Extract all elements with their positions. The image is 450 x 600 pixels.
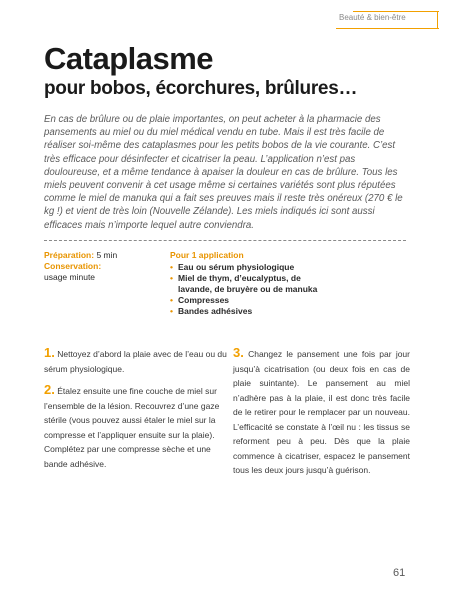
bullet-icon: •	[170, 273, 173, 283]
ingredient-text: Bandes adhésives	[178, 306, 253, 316]
step-text: Changez le pansement une fois par jour jusqu’à cicatrisation (ou deux fois en cas de plaie suintante). Le pansement au miel n’adhère pas à la plaie, il est donc très facile de le retirer pour le remplacer par un nouveau. L’efficacité se constate à l’œil nu : les tissus se reforment peu à peu. Dès que la plaie commence à cicatriser, espacez le pansement tous les deux jours jusqu’à guérison.	[233, 349, 410, 475]
page-number: 61	[393, 567, 406, 579]
bullet-icon: •	[170, 306, 173, 316]
list-item	[170, 273, 320, 295]
preparation-line	[44, 250, 164, 261]
step-number: 1.	[44, 345, 55, 360]
step-number: 2.	[44, 382, 55, 397]
step-text: Nettoyez d’abord la plaie avec de l’eau ou du sérum physiologique.	[44, 349, 227, 374]
ingredient-text: Miel de thym, d’eucalyptus, de lavande, de bruyère ou de manuka	[178, 273, 318, 294]
dashed-divider	[44, 240, 406, 241]
ingredients-list	[170, 262, 320, 317]
page-title: Cataplasme	[44, 41, 214, 76]
steps-column-left	[44, 346, 228, 478]
bullet-icon: •	[170, 295, 173, 305]
step-text: Étalez ensuite une fine couche de miel sur l’ensemble de la lésion. Recouvrez d’une gaze stérile (vous pouvez aussi étaler le miel sur la compresse et l’appliquer ensuite sur la plaie). Complétez par une compresse sèche et une bande adhésive.	[44, 386, 220, 469]
recipe-meta	[44, 250, 164, 283]
preparation-value: 5 min	[96, 250, 118, 260]
steps-column-right	[233, 346, 410, 485]
header-rule-bottom	[336, 28, 439, 29]
header-rule	[353, 11, 439, 12]
preparation-label: Préparation:	[44, 250, 95, 260]
step-1	[44, 346, 228, 376]
header-rule-vertical	[437, 11, 438, 28]
list-item	[170, 262, 320, 273]
ingredient-text: Compresses	[178, 295, 230, 305]
ingredients-block	[170, 250, 320, 317]
step-number: 3.	[233, 345, 244, 360]
section-label: Beauté & bien-être	[339, 13, 406, 22]
step-3	[233, 346, 410, 478]
bullet-icon: •	[170, 262, 173, 272]
list-item	[170, 295, 320, 306]
page-subtitle: pour bobos, écorchures, brûlures…	[44, 78, 358, 99]
list-item	[170, 306, 320, 317]
ingredient-text: Eau ou sérum physiologique	[178, 262, 295, 272]
conservation-value: usage minute	[44, 272, 96, 282]
conservation-label: Conservation:	[44, 261, 102, 271]
step-2	[44, 383, 228, 471]
intro-paragraph: En cas de brûlure ou de plaie importantes, on peut acheter à la pharmacie des pansements au miel ou du miel médical vendu en tube. Mais il est très facile de réaliser soi-même des cataplasmes pour les petits bobos de la vie courante. C’est très efficace pour désinfecter et cicatriser la peau. L’application n’est pas douloureuse, et a même tendance à apaiser la douleur en cas de brûlure. Tous les miels peuvent convenir à cet usage même si certaines variétés sont plus réputées comme le miel de manuka qui a fait ses preuves mais il reste très onéreux (270 € le kg !) et vient de très loin (Nouvelle Zélande). Les miels indiqués ici sont aussi efficaces mais n’importe lequel autre conviendra.	[44, 114, 403, 231]
ingredients-heading: Pour 1 application	[170, 250, 244, 260]
